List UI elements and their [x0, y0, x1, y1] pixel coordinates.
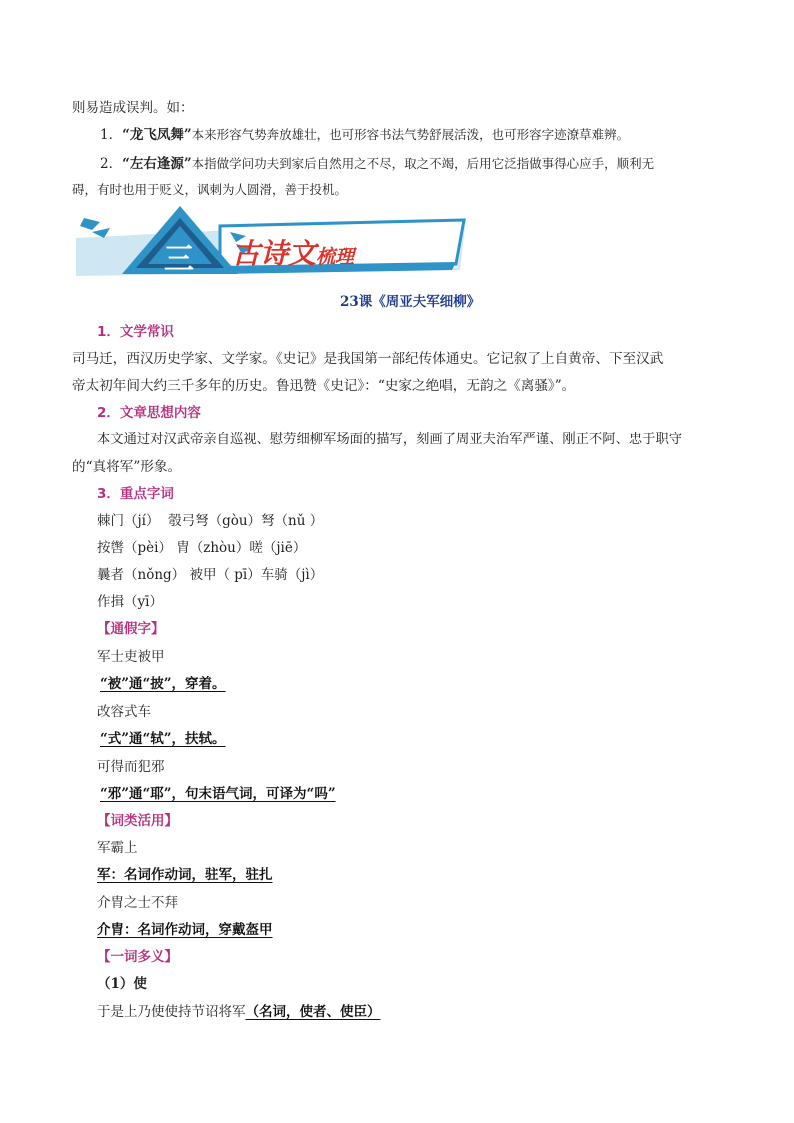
section-heading: 3．重点字词 [97, 486, 174, 502]
item-number: 1． [100, 127, 123, 143]
example-sentence: 于是上乃使使持节诏将军 [97, 1004, 246, 1020]
paragraph-line: 本文通过对汉武帝亲自巡视、慰劳细柳军场面的描写，刻画了周亚夫治军严谨、刚正不阿、忠于职守 [97, 432, 683, 447]
banner-title-big: 古诗文 [232, 237, 317, 270]
banner-title-small: 梳理 [316, 246, 355, 268]
paragraph-line: 的“真将军”形象。 [72, 459, 182, 475]
example-sentence: 改容式车 [97, 704, 151, 720]
example-sentence: 介胄之士不拜 [97, 895, 178, 911]
banner-number: 三 [164, 242, 194, 277]
lesson-title: 23课《周亚夫军细柳》 [340, 294, 481, 310]
section-heading: 1．文学常识 [97, 324, 174, 340]
banner-title [232, 232, 354, 272]
example-sentence: 军霸上 [97, 840, 138, 856]
example-note: （名词，使者、使臣） [245, 1004, 381, 1020]
vocab-line: 作揖（yī） [97, 594, 163, 610]
intro-line: 则易造成误判。如： [72, 100, 194, 116]
polysemy-word: （1）使 [97, 976, 147, 992]
example-sentence: 军士吏被甲 [97, 649, 165, 665]
intro-item-1 [100, 123, 629, 143]
intro-item-2 [100, 152, 654, 172]
section-heading: 2．文章思想内容 [97, 405, 201, 421]
section-banner [70, 204, 470, 280]
example-note: “式”通“轼”，扶轼。 [100, 731, 226, 747]
subsection-heading: 【一词多义】 [97, 949, 178, 965]
paragraph-line: 帝太初年间大约三千多年的历史。鲁迅赞《史记》：“史家之绝唱，无韵之《离骚》”。 [72, 378, 576, 394]
idiom-term: “龙飞凤舞” [122, 127, 192, 143]
idiom-term: “左右逢源” [122, 156, 192, 172]
subsection-heading: 【通假字】 [97, 621, 165, 637]
vocab-line: 按辔（pèi） 胄（zhòu）嗟（jiē） [97, 540, 307, 556]
idiom-desc: 本来形容气势奔放雄壮，也可形容书法气势舒展活泼，也可形容字迹潦草难辨。 [191, 127, 630, 142]
vocab-line: 棘门（jí） 彀弓弩（gòu）弩（nǔ ） [97, 513, 324, 529]
intro-item-2-cont: 碍，有时也用于贬义，讽刺为人圆滑，善于投机。 [72, 182, 348, 197]
polysemy-line [97, 1000, 381, 1020]
subsection-heading: 【词类活用】 [97, 813, 178, 829]
example-sentence: 可得而犯邪 [97, 759, 165, 775]
example-note: “被”通“披”，穿着。 [100, 676, 226, 692]
example-note: 介胄：名词作动词，穿戴盔甲 [97, 922, 273, 938]
paragraph-line: 司马迁，西汉历史学家、文学家。《史记》是我国第一部纪传体通史。它记叙了上自黄帝、下至汉武 [72, 351, 664, 367]
vocab-line: 曩者（nǒng） 被甲（ pī）车骑（jì） [97, 567, 324, 583]
example-note: “邪”通“耶”，句末语气词，可译为“吗” [100, 786, 336, 802]
idiom-desc: 本指做学问功夫到家后自然用之不尽，取之不竭，后用它泛指做事得心应手，顺利无 [191, 156, 655, 171]
example-note: 军：名词作动词，驻军，驻扎 [97, 867, 273, 883]
item-number: 2． [100, 156, 123, 172]
